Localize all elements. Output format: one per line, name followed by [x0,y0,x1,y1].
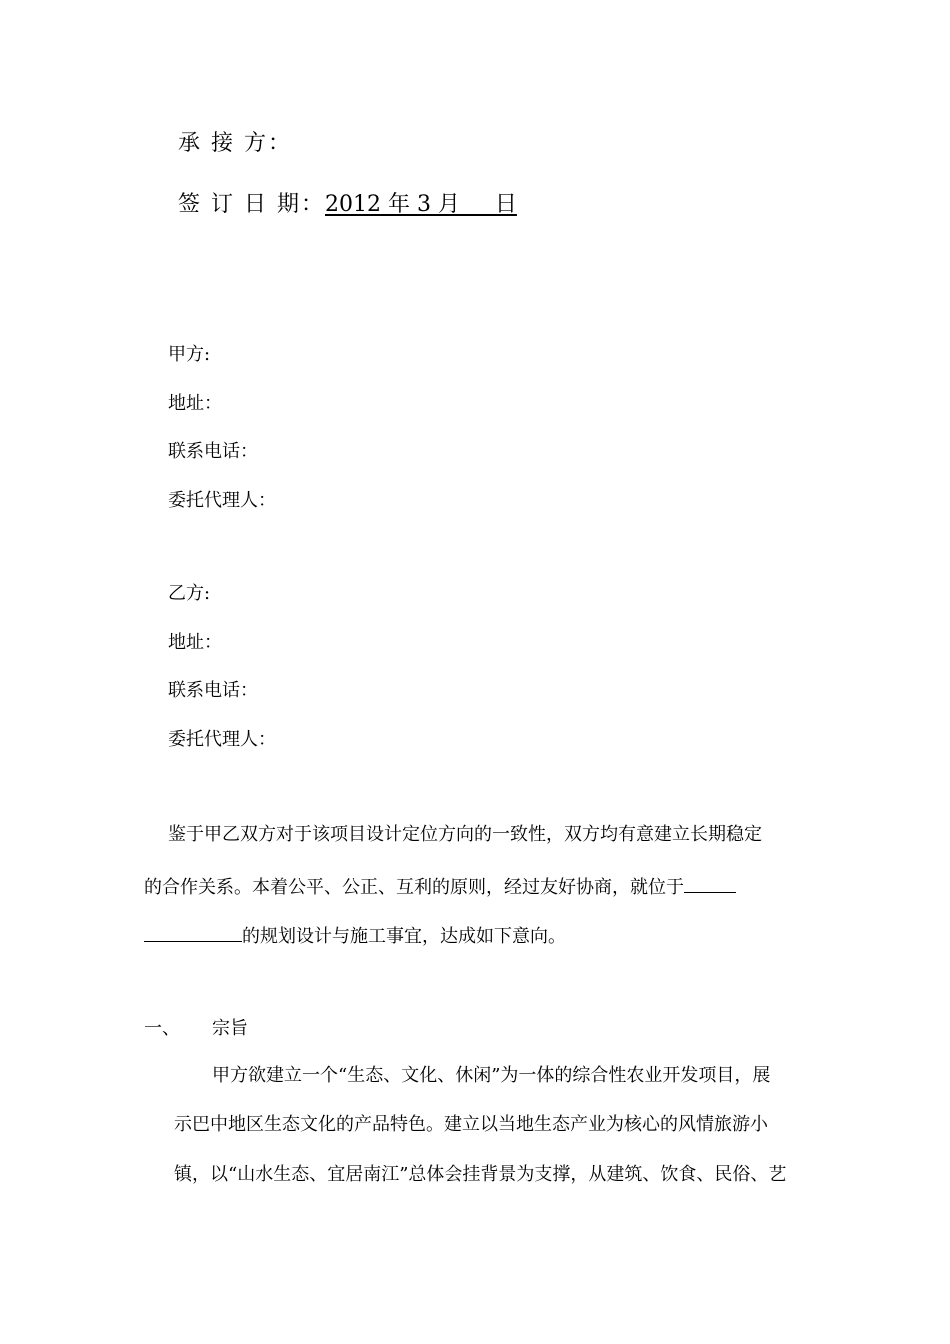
party-b-phone-label: 联系电话： [168,680,258,701]
intro-line-2: 的合作关系。本着公平、公正、互利的原则，经过友好协商，就位于 [144,877,684,898]
location-blank-1 [684,876,736,893]
party-a-address-label: 地址： [168,393,222,414]
section-1-line-2: 示巴中地区生态文化的产品特色。建立以当地生态产业为核心的风情旅游小 [174,1114,768,1135]
section-1-heading: 宗旨 [212,1018,248,1039]
section-1-line-1: 甲方欲建立一个“生态、文化、休闲”为一体的综合性农业开发项目，展 [212,1065,771,1086]
intro-line-3: 的规划设计与施工事宜，达成如下意向。 [242,926,566,947]
party-b-agent-label: 委托代理人： [168,729,276,750]
party-b-address-label: 地址： [168,632,222,653]
location-blank-2 [144,925,242,942]
party-a-agent-label: 委托代理人： [168,490,276,511]
party-b-title: 乙方: [168,583,211,604]
sign-date-label: 签 订 日 期： [178,192,325,217]
intro-line-1: 鉴于甲乙双方对于该项目设计定位方向的一致性，双方均有意建立长期稳定 [168,824,762,845]
party-a-title: 甲方: [168,344,211,365]
section-1-number: 一、 [144,1018,180,1039]
contractor-label: 承 接 方： [178,131,292,156]
section-1-line-3: 镇，以“山水生态、宜居南江”总体会挂背景为支撑，从建筑、饮食、民俗、艺 [174,1164,787,1185]
sign-date-value: 2012 年 3 月 日 [324,192,517,217]
party-a-phone-label: 联系电话： [168,441,258,462]
intro-line-3-row [144,925,566,946]
intro-line-2-row [144,876,736,897]
sign-date-row [178,194,517,216]
